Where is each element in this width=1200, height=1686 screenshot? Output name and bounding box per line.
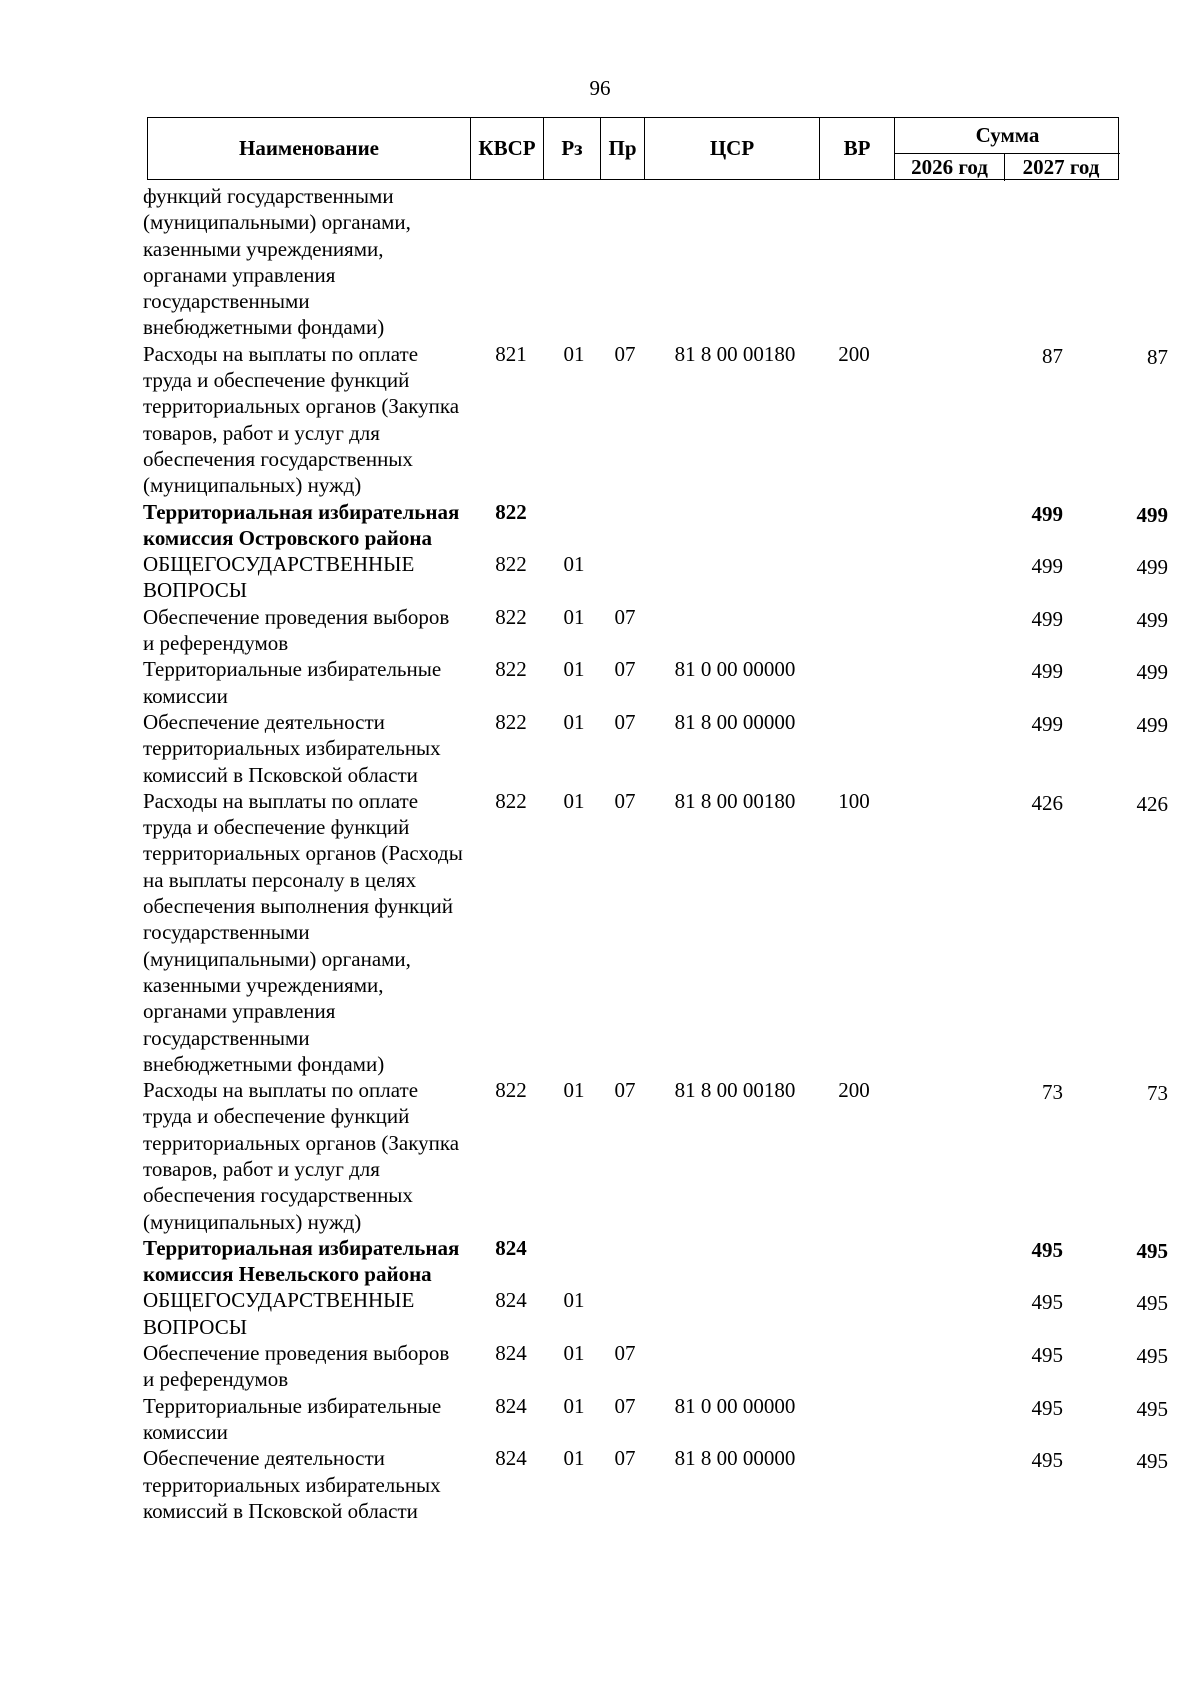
- table-row: [143, 788, 1168, 1077]
- row-s2026: 495: [1031, 1448, 1063, 1473]
- row-name: Территориальная избирательная комиссия Невельского района: [143, 1235, 460, 1287]
- table-row: [143, 1235, 1168, 1288]
- table-row: [143, 551, 1168, 604]
- row-s2026: 499: [1031, 501, 1063, 526]
- row-pr: 07: [614, 604, 636, 629]
- header-kvsr: КВСР: [471, 118, 544, 179]
- row-rz: 01: [563, 1446, 585, 1471]
- row-s2027: 87: [1147, 344, 1168, 369]
- row-s2027: 73: [1147, 1081, 1168, 1106]
- page-number: 96: [589, 76, 611, 100]
- row-s2026: 495: [1031, 1343, 1063, 1368]
- row-kvsr: 824: [495, 1393, 527, 1418]
- row-s2026: 499: [1031, 711, 1063, 736]
- row-rz: 01: [563, 788, 585, 813]
- header-sum: Сумма: [895, 118, 1120, 154]
- row-rz: 01: [563, 657, 585, 682]
- row-s2027: 495: [1136, 1291, 1168, 1316]
- header-pr: Пр: [601, 118, 645, 179]
- row-csr: 81 0 00 00000: [674, 657, 796, 682]
- row-csr: 81 8 00 00180: [674, 788, 796, 813]
- table-row: [143, 1077, 1168, 1235]
- row-s2027: 499: [1136, 502, 1168, 527]
- row-kvsr: 824: [495, 1288, 527, 1313]
- row-rz: 01: [563, 709, 585, 734]
- row-kvsr: 824: [495, 1446, 527, 1471]
- row-name: Территориальная избирательная комиссия Островского района: [143, 499, 460, 550]
- row-name: Расходы на выплаты по оплате труда и обеспечение функций территориальных органов (Закупка товаров, работ и услуг для обеспечения государственных (муниципальных) нужд): [143, 1078, 460, 1234]
- row-rz: 01: [563, 552, 585, 577]
- row-kvsr: 822: [495, 604, 527, 629]
- table-row: [143, 1287, 1168, 1340]
- table-row: [143, 709, 1168, 788]
- row-kvsr: 822: [495, 1078, 527, 1103]
- row-name: Территориальные избирательные комиссии: [143, 657, 442, 708]
- row-s2026: 499: [1031, 659, 1063, 684]
- header-csr: ЦСР: [645, 118, 820, 179]
- row-rz: 01: [563, 1288, 585, 1313]
- row-vr: 200: [838, 341, 870, 366]
- row-rz: 01: [563, 1341, 585, 1366]
- table-row: [143, 1393, 1168, 1446]
- row-kvsr: 821: [495, 341, 527, 366]
- header-name: Наименование: [148, 118, 471, 179]
- row-kvsr: 822: [495, 657, 527, 682]
- row-vr: 200: [838, 1078, 870, 1103]
- row-s2027: 499: [1136, 607, 1168, 632]
- row-s2027: 495: [1136, 1344, 1168, 1369]
- row-name: Расходы на выплаты по оплате труда и обеспечение функций территориальных органов (Закупка товаров, работ и услуг для обеспечения государственных (муниципальных) нужд): [143, 341, 460, 498]
- row-s2026: 499: [1031, 554, 1063, 579]
- row-kvsr: 822: [495, 709, 527, 734]
- row-name: Обеспечение проведения выборов и референдумов: [143, 1341, 450, 1392]
- row-name: Обеспечение деятельности территориальных избирательных комиссий в Псковской области: [143, 709, 441, 787]
- row-rz: 01: [563, 341, 585, 366]
- header-vr: ВР: [820, 118, 895, 179]
- row-rz: 01: [563, 1393, 585, 1418]
- row-s2027: 499: [1136, 555, 1168, 580]
- row-rz: 01: [563, 1078, 585, 1103]
- row-s2026: 87: [1042, 343, 1063, 368]
- header-year-2026: 2026 год: [895, 154, 1005, 181]
- row-name: ОБЩЕГОСУДАРСТВЕННЫЕ ВОПРОСЫ: [143, 552, 415, 603]
- row-csr: 81 8 00 00180: [674, 341, 796, 366]
- row-pr: 07: [614, 1393, 636, 1418]
- row-s2027: 495: [1136, 1238, 1168, 1263]
- row-s2026: 495: [1031, 1290, 1063, 1315]
- row-s2027: 495: [1136, 1396, 1168, 1421]
- row-name: Расходы на выплаты по оплате труда и обеспечение функций территориальных органов (Расходы на выплаты персоналу в целях обеспечения выполнения функций государственными (муниципальными) органами, казенными учреждениями, органами управления государственными внебюджетными фондами): [143, 788, 463, 1076]
- row-kvsr: 822: [495, 788, 527, 813]
- row-rz: 01: [563, 604, 585, 629]
- row-pr: 07: [614, 709, 636, 734]
- header-rz: Рз: [544, 118, 601, 179]
- header-sum-group: [895, 118, 1120, 179]
- row-vr: 100: [838, 788, 870, 813]
- table-row: [143, 341, 1168, 499]
- row-s2026: 495: [1031, 1237, 1063, 1262]
- table-row: [143, 499, 1168, 552]
- row-s2027: 495: [1136, 1449, 1168, 1474]
- table-body: [143, 183, 1168, 1524]
- table-header: [147, 117, 1119, 180]
- row-csr: 81 8 00 00000: [674, 709, 796, 734]
- row-kvsr: 822: [495, 499, 527, 524]
- row-s2027: 499: [1136, 712, 1168, 737]
- row-pr: 07: [614, 1341, 636, 1366]
- row-s2026: 73: [1042, 1080, 1063, 1105]
- row-csr: 81 8 00 00180: [674, 1078, 796, 1103]
- row-name: Обеспечение деятельности территориальных избирательных комиссий в Псковской области: [143, 1446, 441, 1523]
- row-kvsr: 824: [495, 1341, 527, 1366]
- table-row: [143, 183, 1123, 341]
- row-csr: 81 0 00 00000: [674, 1393, 796, 1418]
- row-s2026: 499: [1031, 606, 1063, 631]
- row-s2027: 499: [1136, 660, 1168, 685]
- header-year-2027: 2027 год: [1022, 155, 1100, 179]
- table-row: [143, 1340, 1168, 1393]
- table-row: [143, 604, 1168, 657]
- row-kvsr: 824: [495, 1235, 527, 1260]
- row-name: функций государственными (муниципальными) органами, казенными учреждениями, органами управления государственными внебюджетными фондами): [143, 184, 411, 340]
- table-row: [143, 656, 1168, 709]
- row-name: ОБЩЕГОСУДАРСТВЕННЫЕ ВОПРОСЫ: [143, 1288, 415, 1339]
- table-row: [143, 1445, 1168, 1524]
- row-pr: 07: [614, 1078, 636, 1103]
- row-kvsr: 822: [495, 552, 527, 577]
- row-name: Территориальные избирательные комиссии: [143, 1393, 442, 1444]
- row-s2026: 495: [1031, 1395, 1063, 1420]
- row-pr: 07: [614, 341, 636, 366]
- row-name: Обеспечение проведения выборов и референдумов: [143, 604, 450, 656]
- row-pr: 07: [614, 1446, 636, 1471]
- row-s2026: 426: [1031, 790, 1063, 815]
- row-csr: 81 8 00 00000: [674, 1446, 796, 1471]
- row-pr: 07: [614, 788, 636, 813]
- row-s2027: 426: [1136, 791, 1168, 816]
- row-pr: 07: [614, 657, 636, 682]
